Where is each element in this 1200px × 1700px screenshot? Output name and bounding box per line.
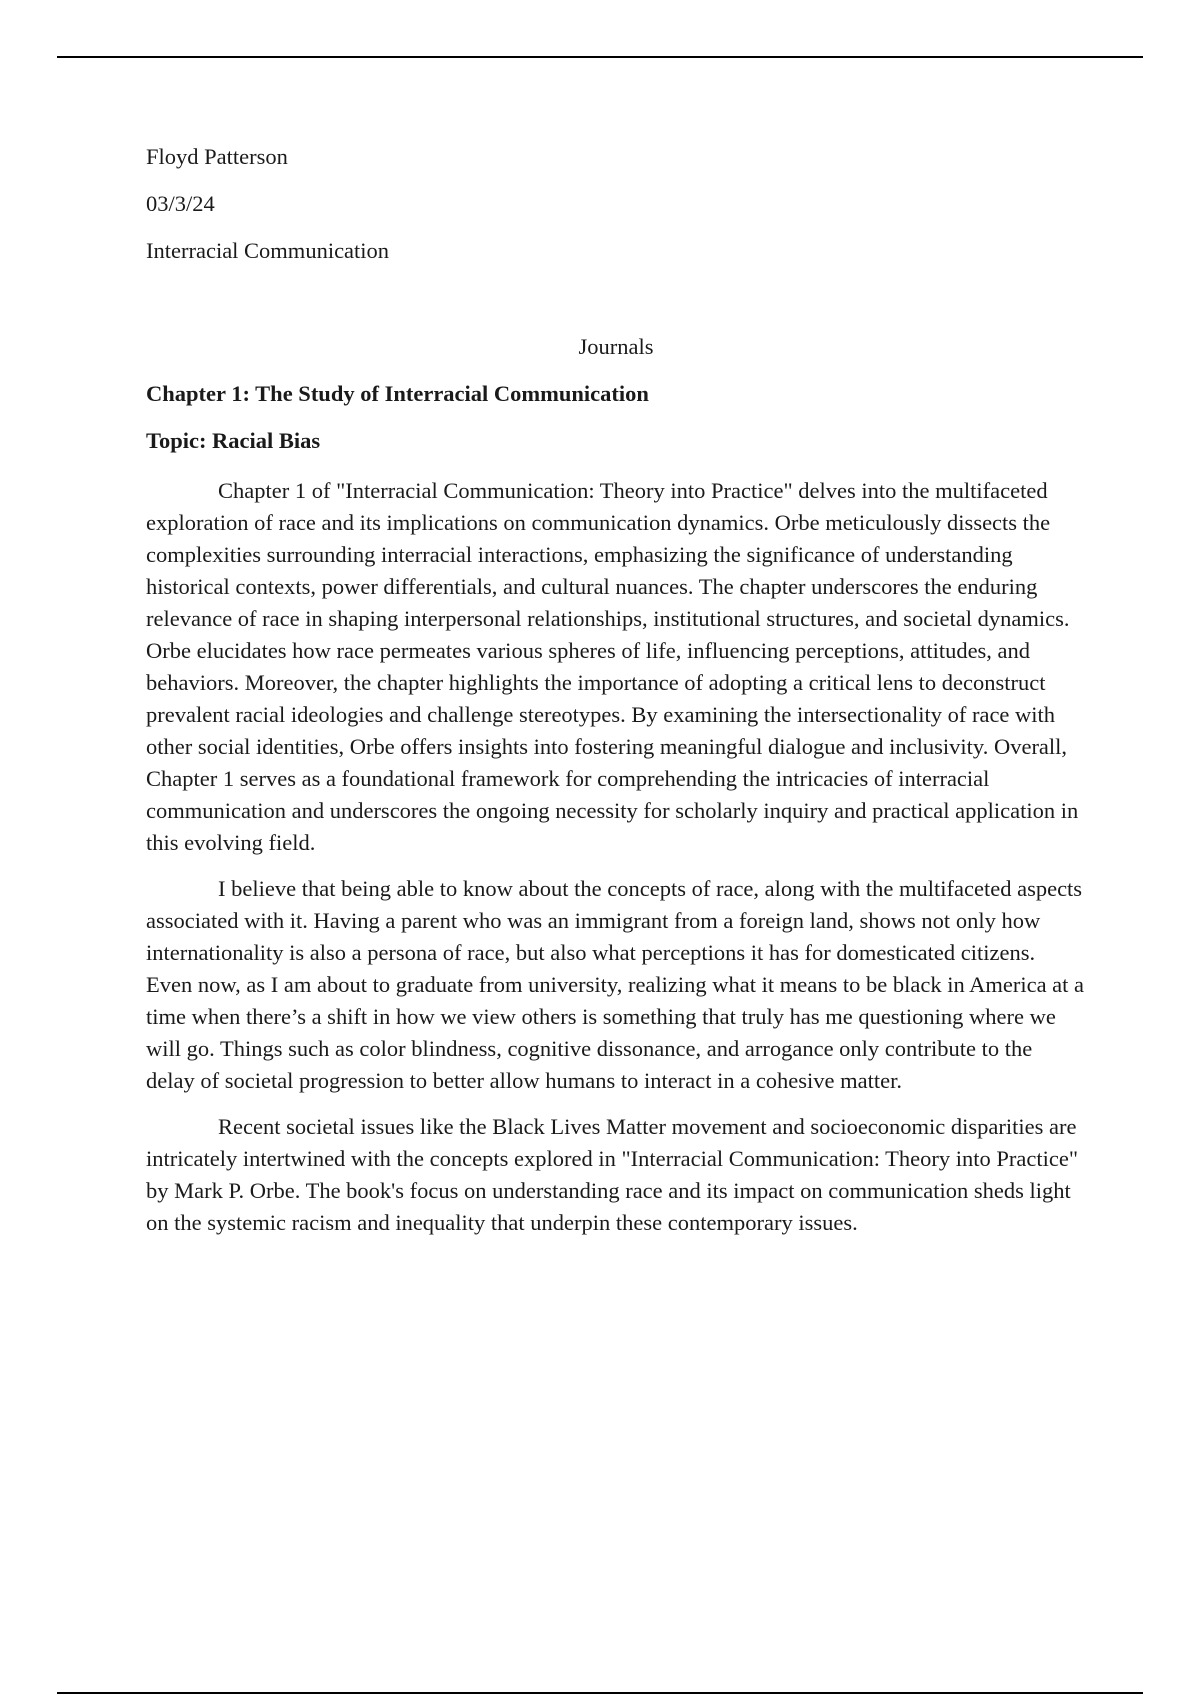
document-title: Journals (578, 334, 654, 359)
body-paragraph-2: I believe that being able to know about the concepts of race, along with the multifaceted aspects associated with it. Having a parent who was an immigrant from a foreign land, shows not only how internationality is also a persona of race, but also what perceptions it has for domesticated citizens. Even now, as I am about to graduate from university, realizing what it means to be black in America at a time when there’s a shift in how we view others is something that truly has me questioning where we will go. Things such as color blindness, cognitive dissonance, and arrogance only contribute to the delay of societal progression to better allow humans to interact in a cohesive matter. (146, 876, 1085, 1093)
chapter-heading: Chapter 1: The Study of Interracial Communication (146, 381, 649, 406)
document-page (146, 144, 1086, 1253)
body-paragraph-1: Chapter 1 of "Interracial Communication: Theory into Practice" delves into the multifaceted exploration of race and its implications on communication dynamics. Orbe meticulously dissects the complexities surrounding interracial interactions, emphasizing the significance of understanding historical contexts, power differentials, and cultural nuances. The chapter underscores the enduring relevance of race in shaping interpersonal relationships, institutional structures, and societal dynamics. Orbe elucidates how race permeates various spheres of life, influencing perceptions, attitudes, and behaviors. Moreover, the chapter highlights the importance of adopting a critical lens to deconstruct prevalent racial ideologies and challenge stereotypes. By examining the intersectionality of race with other social identities, Orbe offers insights into fostering meaningful dialogue and inclusivity. Overall, Chapter 1 serves as a foundational framework for comprehending the intricacies of interracial communication and underscores the ongoing necessity for scholarly inquiry and practical application in this evolving field. (146, 478, 1079, 855)
author-name: Floyd Patterson (146, 144, 288, 169)
topic-heading: Topic: Racial Bias (146, 428, 321, 453)
document-date: 03/3/24 (146, 191, 215, 216)
course-name: Interracial Communication (146, 238, 390, 263)
top-rule (57, 56, 1143, 58)
bottom-rule (57, 1692, 1143, 1694)
body-paragraph-3: Recent societal issues like the Black Lives Matter movement and socioeconomic disparities are intricately intertwined with the concepts explored in "Interracial Communication: Theory into Practice" by Mark P. Orbe. The book's focus on understanding race and its impact on communication sheds light on the systemic racism and inequality that underpin these contemporary issues. (146, 1114, 1079, 1235)
